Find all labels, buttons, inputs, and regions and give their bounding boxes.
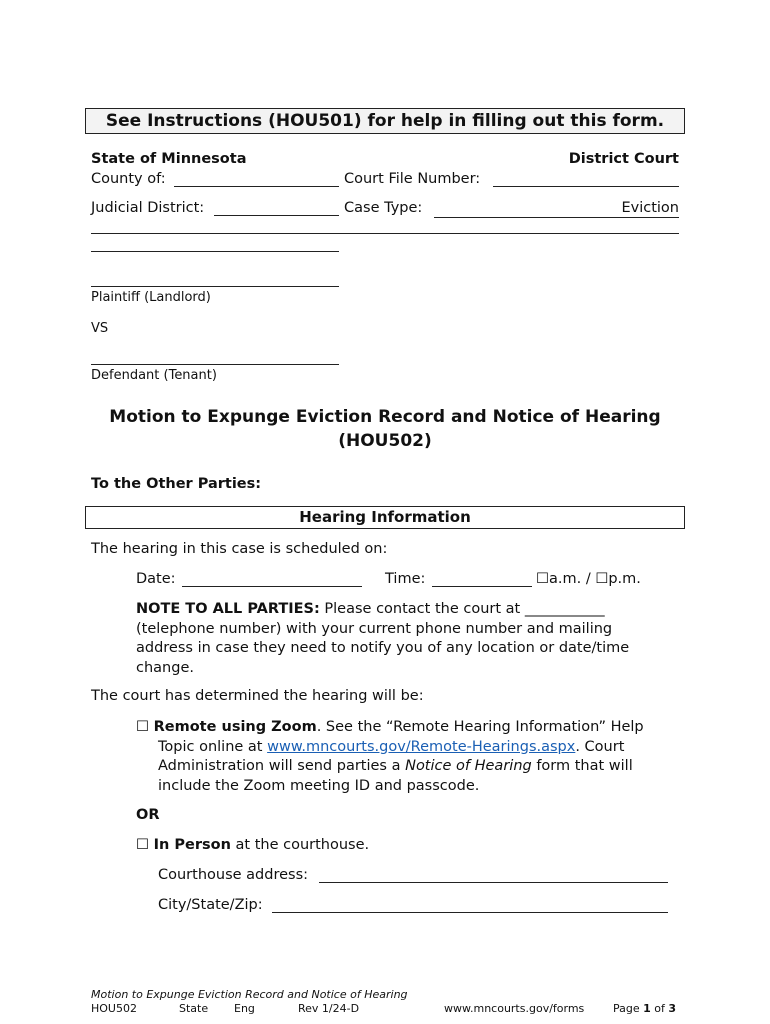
remote-option: [136, 718, 681, 796]
note-line3: address in case they need to notify you of any location or date/time: [136, 640, 630, 656]
form-title-line1: Motion to Expunge Eviction Record and Notice of Hearing: [109, 407, 661, 427]
city-field[interactable]: [272, 912, 668, 913]
plaintiff-field[interactable]: [91, 286, 339, 287]
vs-label: VS: [91, 321, 109, 336]
remote-text1: . See the “Remote Hearing Information” Help: [316, 719, 644, 735]
page-label: Page: [613, 1002, 640, 1015]
remote-text3a: Administration will send parties a: [158, 758, 406, 774]
scheduled-text: The hearing in this case is scheduled on:: [91, 541, 388, 557]
footer-lang: Eng: [234, 1002, 255, 1015]
note-line2: (telephone number) with your current phone number and mailing: [136, 620, 613, 637]
case-type-field[interactable]: [434, 217, 679, 218]
am-option[interactable]: [536, 571, 641, 587]
note-line4: change.: [136, 659, 194, 676]
courthouse-label: Courthouse address:: [158, 867, 309, 883]
remote-text3-italic: Notice of Hearing: [405, 758, 532, 774]
footer-rev: Rev 1/24-D: [298, 1002, 360, 1015]
court-file-field[interactable]: [493, 186, 679, 187]
pm-label: p.m.: [608, 571, 641, 587]
instructions-banner: See Instructions (HOU501) for help in filling out this form.: [85, 108, 685, 134]
judicial-district-field[interactable]: [214, 215, 339, 216]
or-label: OR: [136, 807, 160, 823]
form-title-line2: (HOU502): [338, 431, 432, 451]
caption-line-1[interactable]: [91, 233, 679, 234]
in-person-text: at the courthouse.: [230, 837, 370, 853]
court-file-label: Court File Number:: [344, 171, 481, 187]
date-field[interactable]: [182, 586, 362, 587]
footer-form-code: HOU502: [91, 1002, 137, 1015]
remote-text2a: Topic online at: [158, 738, 268, 755]
note-line1: Please contact the court at ___________: [324, 601, 605, 617]
in-person-option: [136, 837, 369, 853]
remote-label: Remote using Zoom: [153, 719, 317, 735]
time-label: Time:: [385, 571, 426, 587]
city-label: City/State/Zip:: [158, 897, 263, 913]
judicial-district-label: Judicial District:: [91, 200, 205, 216]
note-label: NOTE TO ALL PARTIES:: [136, 601, 320, 617]
defendant-field[interactable]: [91, 364, 339, 365]
time-field[interactable]: [432, 586, 532, 587]
page-number: 1: [643, 1002, 651, 1015]
note-paragraph: [136, 600, 676, 678]
county-label: County of:: [91, 171, 166, 187]
page-total: 3: [668, 1002, 677, 1015]
footer-page: [613, 1002, 676, 1015]
am-checkbox[interactable]: ☐: [536, 571, 549, 587]
plaintiff-label: Plaintiff (Landlord): [91, 290, 211, 305]
am-label: a.m. /: [549, 571, 591, 587]
hearing-info-heading: Hearing Information: [85, 506, 685, 529]
remote-checkbox[interactable]: ☐: [136, 719, 149, 735]
of-label: of: [654, 1002, 665, 1015]
pm-checkbox[interactable]: ☐: [595, 571, 609, 587]
county-field[interactable]: [174, 186, 339, 187]
in-person-label: In Person: [153, 837, 231, 853]
remote-hearings-link[interactable]: www.mncourts.gov/Remote-Hearings.aspx: [267, 738, 576, 755]
footer-form-title: Motion to Expunge Eviction Record and Notice of Hearing: [91, 988, 408, 1001]
determined-text: The court has determined the hearing will be:: [91, 688, 424, 704]
court-heading: District Court: [568, 151, 679, 167]
case-type-value: Eviction: [621, 200, 679, 216]
remote-text4: include the Zoom meeting ID and passcode.: [158, 777, 480, 794]
state-heading: State of Minnesota: [91, 151, 247, 167]
remote-text3b: form that will: [531, 758, 633, 774]
courthouse-field[interactable]: [319, 882, 668, 883]
in-person-checkbox[interactable]: ☐: [136, 837, 149, 853]
footer-state: State: [179, 1002, 209, 1015]
to-parties-heading: To the Other Parties:: [91, 476, 262, 492]
remote-text2b: . Court: [575, 738, 625, 755]
footer-website: www.mncourts.gov/forms: [444, 1002, 585, 1015]
case-type-label: Case Type:: [344, 200, 423, 216]
date-label: Date:: [136, 571, 176, 587]
caption-line-2[interactable]: [91, 251, 339, 252]
defendant-label: Defendant (Tenant): [91, 368, 217, 383]
